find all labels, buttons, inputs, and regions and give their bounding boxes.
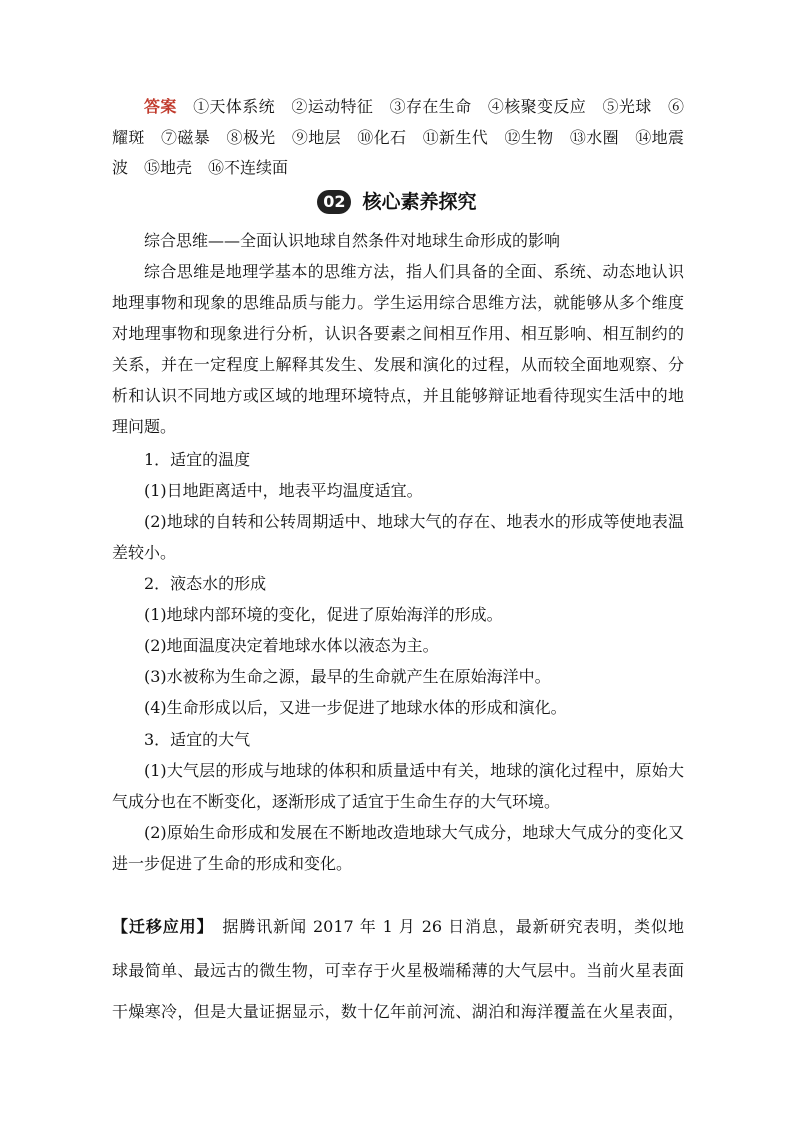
- s1-p1: (1)日地距离适中，地表平均温度适宜。: [144, 481, 423, 500]
- s3-p1-line2: 气成分也在不断变化，逐渐形成了适宜于生命生存的大气环境。: [112, 792, 561, 811]
- section-title: 核心素养探究: [362, 191, 477, 213]
- intro-line: 析和认识不同地方或区域的地理环境特点，并且能够辩证地看待现实生活中的地: [112, 386, 684, 405]
- s2-p1: (1)地球内部环境的变化，促进了原始海洋的形成。: [144, 605, 503, 624]
- s3-p2-line2: 进一步促进了生命的形成和变化。: [112, 854, 353, 873]
- s2-p3: (3)水被称为生命之源，最早的生命就产生在原始海洋中。: [144, 667, 551, 686]
- intro-line: 综合思维是地理学基本的思维方法，指人们具备的全面、系统、动态地认识: [144, 262, 684, 281]
- answer-label: 答案: [144, 97, 177, 116]
- s2-p2: (2)地面温度决定着地球水体以液态为主。: [144, 636, 439, 655]
- application-text-1: 据腾讯新闻 2017 年 1 月 26 日消息，最新研究表明，类似地: [222, 917, 684, 936]
- answer-line-2: 耀斑 ⑦磁暴 ⑧极光 ⑨地层 ⑩化石 ⑪新生代 ⑫生物 ⑬水圈 ⑭地震: [112, 128, 684, 147]
- s3-p2-line1: (2)原始生命形成和发展在不断地改造地球大气成分，地球大气成分的变化又: [144, 823, 684, 842]
- subtitle: 综合思维——全面认识地球自然条件对地球生命形成的影响: [144, 231, 561, 250]
- intro-line: 理问题。: [112, 417, 177, 436]
- answer-line-3: 波 ⑮地壳 ⑯不连续面: [112, 158, 289, 177]
- s3-p1-line1: (1)大气层的形成与地球的体积和质量适中有关，地球的演化过程中，原始大: [144, 761, 684, 780]
- application-line-2: 球最简单、最远古的微生物，可幸存于火星极端稀薄的大气层中。当前火星表面: [112, 961, 684, 980]
- s3-heading: 3．适宜的大气: [144, 730, 251, 749]
- application-line-3: 干燥寒冷，但是大量证据显示，数十亿年前河流、湖泊和海洋覆盖在火星表面，: [112, 1002, 684, 1021]
- s1-heading: 1．适宜的温度: [144, 450, 251, 469]
- section-number-badge: 02: [317, 190, 351, 214]
- application-label: 【迁移应用】: [112, 917, 206, 936]
- answer-line-1: [144, 97, 684, 117]
- s1-p2-line2: 差较小。: [112, 543, 177, 562]
- intro-line: 关系，并在一定程度上解释其发生、发展和演化的过程，从而较全面地观察、分: [112, 355, 684, 374]
- intro-line: 地理事物和现象的思维品质与能力。学生运用综合思维方法，就能够从多个维度: [112, 293, 684, 312]
- s2-p4: (4)生命形成以后，又进一步促进了地球水体的形成和演化。: [144, 698, 567, 717]
- section-heading: [0, 190, 794, 220]
- intro-line: 对地理事物和现象进行分析，认识各要素之间相互作用、相互影响、相互制约的: [112, 324, 684, 343]
- application-line-1: [112, 916, 684, 938]
- s2-heading: 2．液态水的形成: [144, 574, 267, 593]
- s1-p2-line1: (2)地球的自转和公转周期适中、地球大气的存在、地表水的形成等使地表温: [144, 512, 684, 531]
- answer-text-1: ①天体系统 ②运动特征 ③存在生命 ④核聚变反应 ⑤光球 ⑥: [193, 97, 684, 116]
